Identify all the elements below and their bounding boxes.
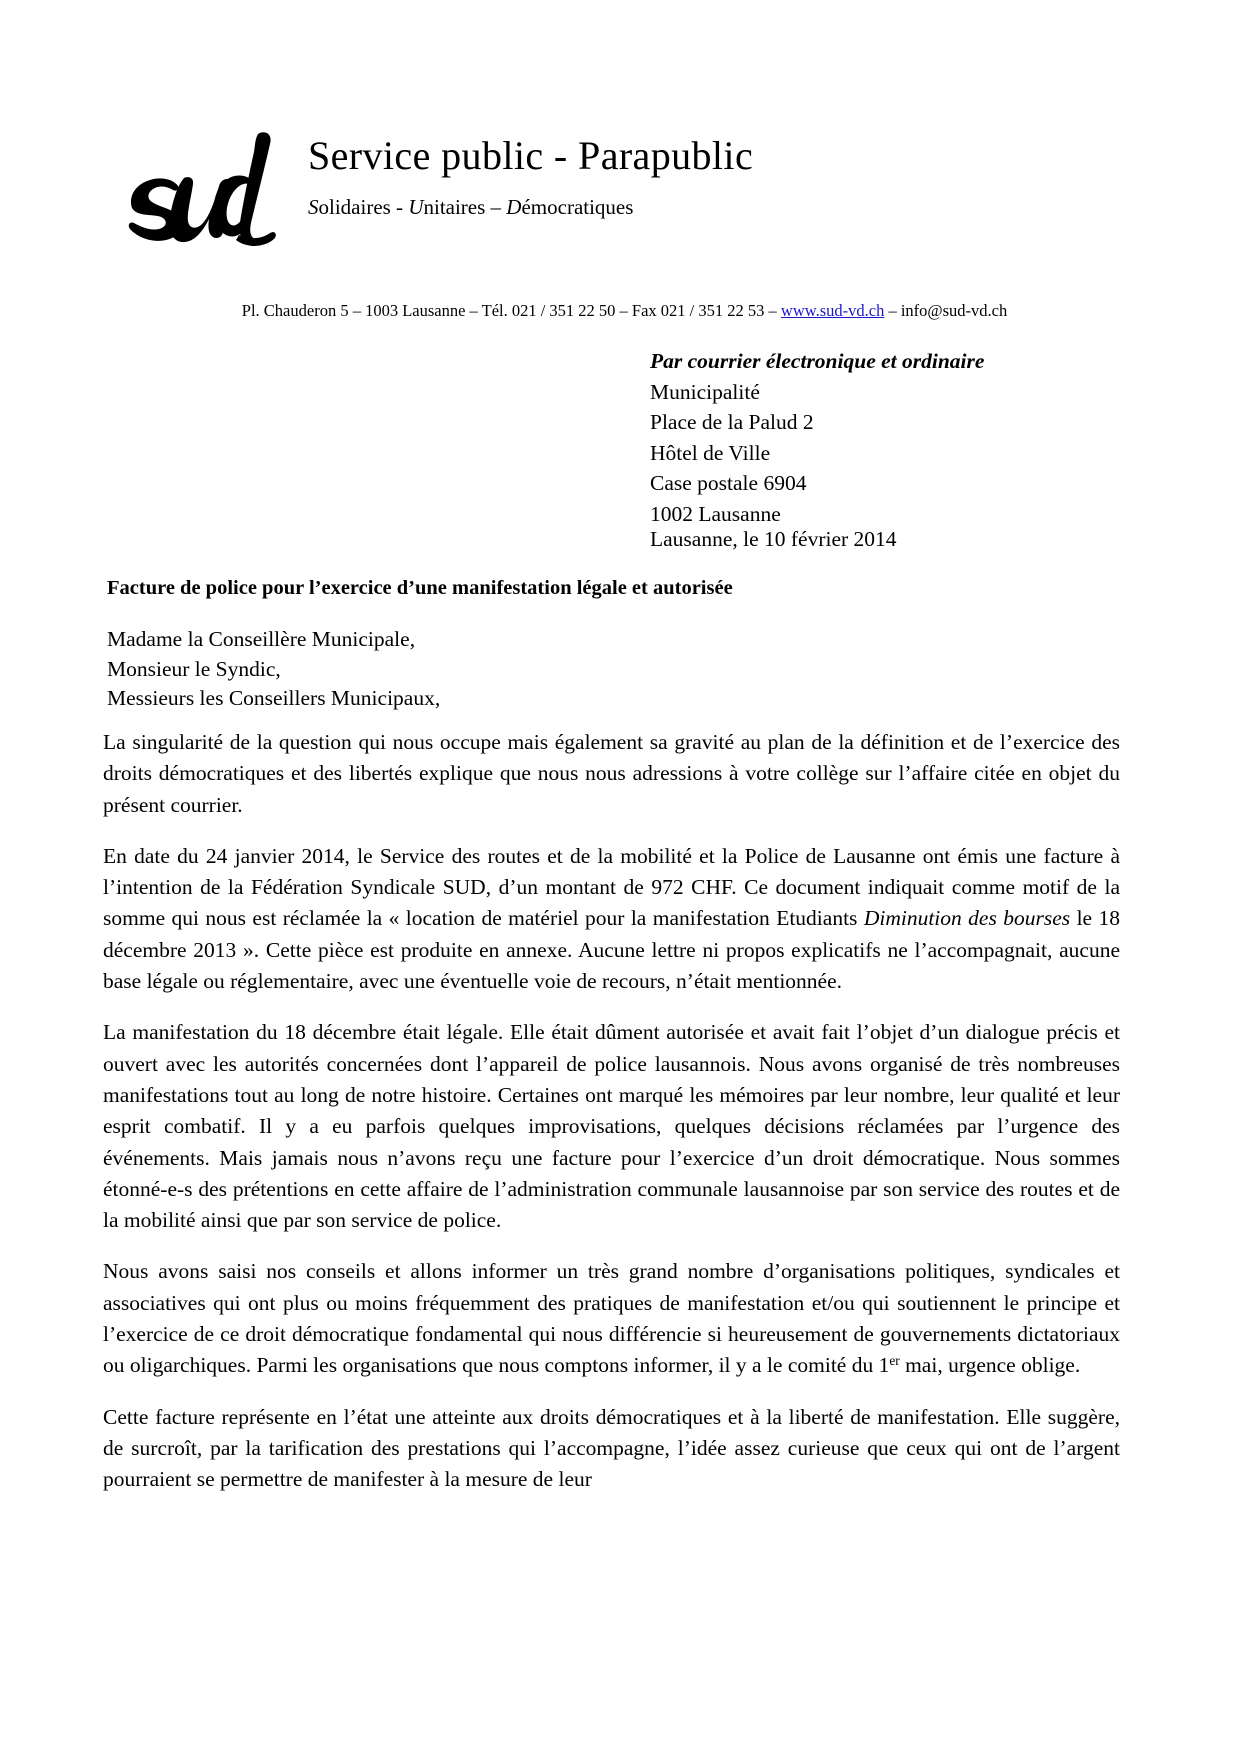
sud-handwritten-logo-icon — [118, 122, 293, 247]
body-paragraph-4 — [103, 1256, 1120, 1381]
org-title: Service public - Parapublic — [308, 133, 754, 178]
ordinal-suffix: er — [889, 1353, 900, 1369]
recipient-line-3: Hôtel de Ville — [650, 440, 771, 465]
subtitle-initial-d: D — [506, 195, 522, 219]
body-paragraph-3: La manifestation du 18 décembre était légale. Elle était dûment autorisée et avait fait l’objet d’un dialogue précis et ouvert avec les autorités concernées dont l’appareil de police lausannois. Nous avons organisé de très nombreuses manifestations tout au long de notre histoire. Certaines ont marqué les mémoires par leur nombre, leur qualité et leur esprit combatif. Il y a eu parfois quelques improvisations, quelques décisions réclamées par l’urgence des événements. Mais jamais nous n’avons reçu une facture pour l’exercice d’un droit démocratique. Nous sommes étonné-e-s des prétentions en cette affaire de l’administration communale lausannoise par son service des routes et de la mobilité ainsi que par son service de police. — [103, 1020, 1120, 1233]
date-line: Lausanne, le 10 février 2014 — [650, 527, 897, 551]
org-title-group — [308, 132, 1118, 220]
paragraph-2-part-1: En date du 24 janvier 2014, le Service des routes et de la mobilité et la Police de Lausanne ont émis une facture à l’intention de la Fédération Syndicale SUD, d’un montant de 972 CHF. Ce document indiquait comme motif de la somme qui nous est réclamée la « location de matériel pour la manifestation Etudiants — [103, 843, 1120, 931]
org-subtitle — [308, 194, 1118, 220]
body-paragraph-5: Cette facture représente en l’état une atteinte aux droits démocratiques et à la liberté de manifestation. Elle suggère, de surcroît, par la tarification des prestations qui l’accompagne, l’idée assez curieuse que ceux qui ont de l’argent pourraient se permettre de manifester à la mesure de leur — [103, 1404, 1120, 1492]
recipient-line-1: Municipalité — [650, 379, 760, 404]
subtitle-initial-s: S — [308, 195, 319, 219]
salutation-block — [107, 625, 1007, 714]
manifestation-title: Diminution des bourses — [863, 906, 1071, 931]
salutation-line-1: Madame la Conseillère Municipale, — [107, 627, 416, 651]
body-paragraph-2 — [103, 841, 1120, 997]
contact-email: – info@sud-vd.ch — [884, 301, 1008, 320]
paragraph-2-part-2: le 18 décembre 2013 ». Cette pièce est produite en annexe. Aucune lettre ni propos explicatifs ne l’accompagnait, aucune base légale ou réglementaire, avec une éventuelle voie de recours, n’était mentionnée. — [103, 906, 1120, 994]
letter-body — [103, 727, 1120, 1496]
delivery-mode: Par courrier électronique et ordinaire — [650, 349, 985, 373]
contact-address-phone: Pl. Chauderon 5 – 1003 Lausanne – Tél. 021 / 351 22 50 – Fax 021 / 351 22 53 – — [241, 301, 781, 320]
contact-line — [0, 300, 1249, 322]
subtitle-word-democratiques: émocratiques — [521, 195, 634, 219]
subtitle-initial-u: U — [408, 195, 424, 219]
recipient-address-block — [650, 346, 1170, 529]
subject-line: Facture de police pour l’exercice d’une manifestation légale et autorisée — [107, 577, 733, 599]
salutation-line-3: Messieurs les Conseillers Municipaux, — [107, 686, 441, 710]
subtitle-word-unitaires: nitaires – — [423, 195, 507, 219]
paragraph-4-part-1: Nous avons saisi nos conseils et allons informer un très grand nombre d’organisations politiques, syndicales et associatives qui ont plus ou moins fréquemment des pratiques de manifestation et/ou qui soutiennent le principe et l’exercice de ce droit démocratique fondamental qui nous différencie si heureusement de gouvernements dictatoriaux ou oligarchiques. Parmi les organisations que nous comptons informer, il y a le comité du 1 — [103, 1259, 1120, 1378]
recipient-line-4: Case postale 6904 — [650, 471, 807, 495]
salutation-line-2: Monsieur le Syndic, — [107, 656, 281, 681]
recipient-line-5: 1002 Lausanne — [650, 501, 781, 526]
website-link[interactable]: www.sud-vd.ch — [780, 301, 885, 320]
recipient-line-2: Place de la Palud 2 — [650, 410, 814, 434]
letterhead — [118, 112, 1128, 262]
subtitle-word-solidaires: olidaires - — [318, 195, 409, 219]
paragraph-4-part-2: mai, urgence oblige. — [899, 1353, 1081, 1378]
body-paragraph-1: La singularité de la question qui nous occupe mais également sa gravité au plan de la définition et de l’exercice des droits démocratiques et des libertés explique que nous nous adressions à votre collège sur l’affaire citée en objet du présent courrier. — [103, 730, 1120, 817]
